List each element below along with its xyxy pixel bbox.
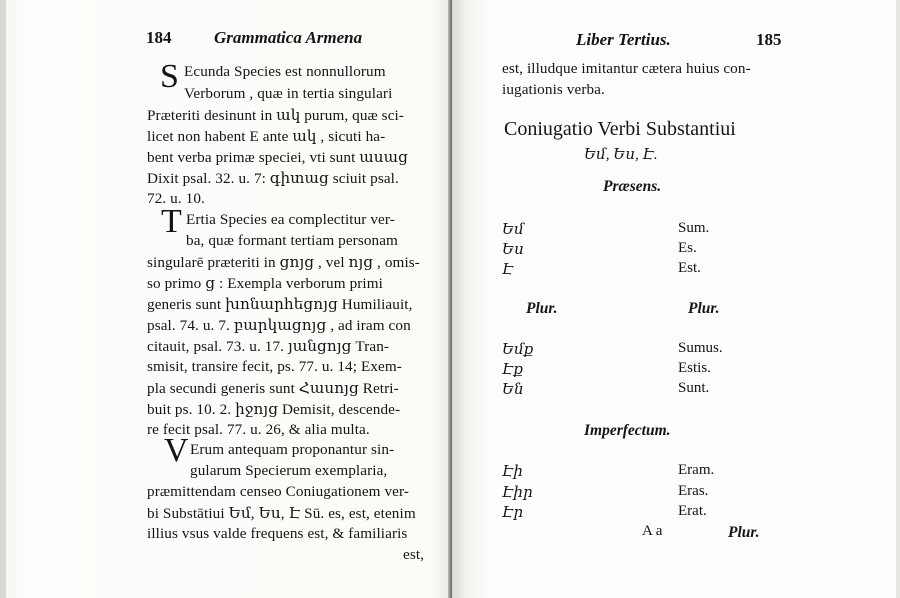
latin-form: Est. <box>678 260 701 276</box>
latin-form: Eras. <box>678 483 709 499</box>
text-line: citauit, psal. 73. u. 17. յանցոյց Tran- <box>147 338 390 355</box>
text-line: Præteriti desinunt in ակ purum, quæ sci- <box>147 107 405 124</box>
catchword: Plur. <box>728 524 760 541</box>
text-line: illius vsus valde frequens est, & familiaris <box>147 525 408 542</box>
text-line: smisit, transire fecit, ps. 77. u. 14; Exem- <box>147 358 402 375</box>
text-line: 72. u. 10. <box>147 190 205 207</box>
text-line: est, <box>403 546 425 563</box>
section-title: Coniugatio Verbi Substantiui <box>504 118 736 140</box>
page-number-right: 185 <box>756 30 782 49</box>
text-line: re fecit psal. 77. u. 26, & alia multa. <box>147 421 370 438</box>
latin-form: Sunt. <box>678 380 710 396</box>
drop-cap: T <box>161 203 182 240</box>
drop-cap: V <box>164 432 189 469</box>
armenian-form: Եմ <box>502 222 524 238</box>
text-line: singularē præteriti in ցոյց , vel ոյց , omis- <box>147 254 420 271</box>
text-line: licet non habent E ante ակ , sicuti ha- <box>147 128 386 145</box>
latin-form: Es. <box>678 240 697 256</box>
text-line: iugationis verba. <box>502 81 605 98</box>
armenian-form: Են <box>502 382 524 398</box>
drop-cap: S <box>160 58 179 95</box>
number-heading-plural: Plur. <box>688 300 720 317</box>
armenian-form: Է <box>502 262 514 278</box>
running-head-left: Grammatica Armena <box>214 28 363 47</box>
armenian-form: Էի <box>502 464 523 480</box>
latin-form: Sumus. <box>678 340 723 356</box>
text-line: bent verba primæ speciei, vti sunt ասաց <box>147 149 409 166</box>
text-line: Dixit psal. 32. u. 7: գիտաց sciuit psal. <box>147 170 399 187</box>
text-line: pla secundi generis sunt Հասոյց Retri- <box>147 380 399 397</box>
right-page <box>452 0 900 598</box>
text-line: Ecunda Species est nonnullorum <box>184 63 386 80</box>
text-line: Erum antequam proponantur sin- <box>190 441 395 458</box>
text-line: Ertia Species ea complectitur ver- <box>186 211 395 228</box>
armenian-form: Էիր <box>502 485 533 501</box>
text-line: generis sunt խոնարհեցոյց Humiliauit, <box>147 296 413 313</box>
page-edge <box>0 0 6 598</box>
latin-form: Estis. <box>678 360 711 376</box>
page-number-left: 184 <box>146 28 172 47</box>
text-line: gularum Specierum exemplaria, <box>190 462 388 479</box>
text-line: ba, quæ formant tertiam personam <box>186 232 398 249</box>
running-head-right: Liber Tertius. <box>576 30 671 49</box>
signature-mark: A a <box>642 523 663 539</box>
text-line: bi Substātiui Եմ, Ես, Է Sū. es, est, etenim <box>147 505 416 522</box>
page-edge <box>896 0 900 598</box>
text-line: est, illudque imitantur cætera huius con- <box>502 60 751 77</box>
text-line: præmittendam censeo Coniugationem ver- <box>147 483 410 500</box>
tense-heading-imperfectum: Imperfectum. <box>584 422 671 439</box>
tense-heading-praesens: Præsens. <box>603 178 662 195</box>
armenian-form: Էր <box>502 505 524 521</box>
armenian-form: Եմք <box>502 342 534 358</box>
latin-form: Eram. <box>678 462 715 478</box>
text-line: buit ps. 10. 2. իջոյց Demisit, descende- <box>147 401 401 418</box>
latin-form: Erat. <box>678 503 707 519</box>
latin-form: Sum. <box>678 220 710 236</box>
text-line: psal. 74. u. 7. բարկացոյց , ad iram con <box>147 317 411 334</box>
armenian-form: Էք <box>502 362 523 378</box>
number-heading-plural: Plur. <box>526 300 558 317</box>
text-line: Verborum , quæ in tertia singulari <box>184 85 393 102</box>
armenian-form: Ես <box>502 242 524 258</box>
section-title-armenian: Եմ, Ես, Է. <box>584 147 658 163</box>
text-line: so primo ց : Exempla verborum primi <box>147 275 383 292</box>
